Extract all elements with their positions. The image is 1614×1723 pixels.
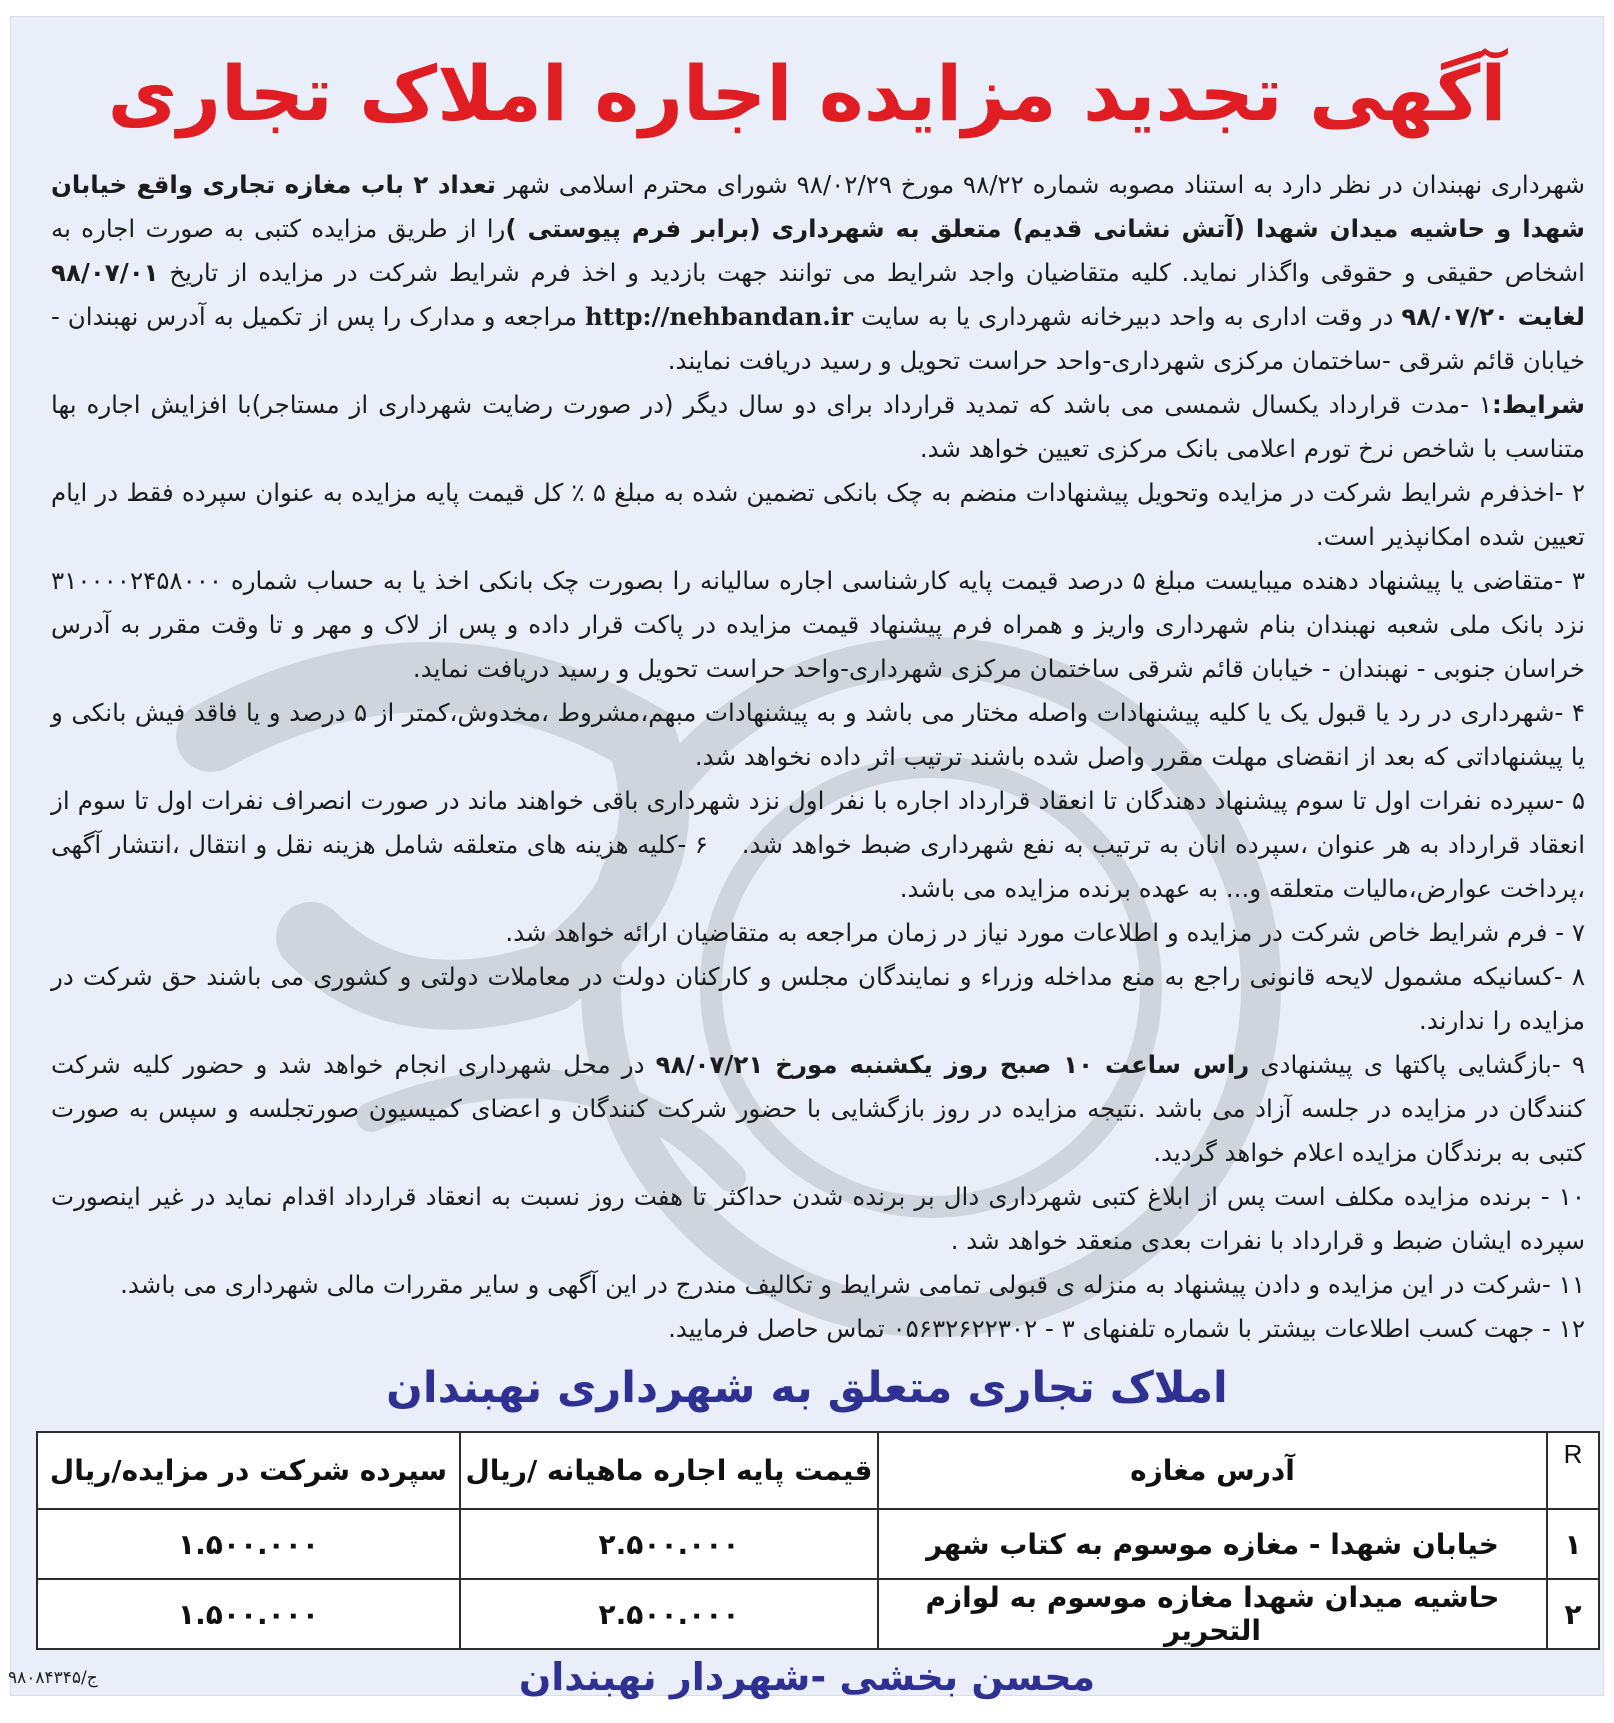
header-deposit: سپرده شرکت در مزایده/ریال	[37, 1432, 460, 1509]
condition-12: ۱۲ - جهت کسب اطلاعات بیشتر با شماره تلفنهای ۳ - ۰۵۶۳۲۶۲۲۳۰۲ تماس حاصل فرمایید.	[668, 1314, 1585, 1343]
header-base-price: قیمت پایه اجاره ماهیانه /ریال	[460, 1432, 878, 1509]
row-address: خیابان شهدا - مغازه موسوم به کتاب شهر	[878, 1509, 1547, 1579]
table-title: املاک تجاری متعلق به شهرداری نهبندان	[386, 1363, 1228, 1413]
table-header-row	[37, 1432, 1599, 1509]
properties-table	[36, 1431, 1600, 1650]
row-number: ۱	[1547, 1509, 1599, 1579]
condition-10: ۱۰ - برنده مزایده مکلف است پس از ابلاغ کتبی شهرداری دال بر برنده شدن حداکثر تا هفت روز نسبت به انعقاد قرارداد اقدام نماید در غیر اینصورت سپرده ایشان ضبط و قرارداد با نفرات بعدی منعقد خواهد شد .	[51, 1182, 1585, 1255]
header-r: R	[1547, 1432, 1599, 1509]
conditions-label: شرایط:	[1492, 390, 1585, 419]
ad-code: ج/۹۸۰۸۴۳۴۵	[8, 1668, 98, 1688]
signature: محسن بخشی -شهردار نهبندان	[518, 1655, 1096, 1699]
intro-paragraph: شهرداری نهبندان در نظر دارد به استناد مصوبه شماره ۹۸/۲۲ مورخ ۹۸/۰۲/۲۹ شورای محترم اسلامی شهر تعداد ۲ باب مغازه تجاری واقع خیابان شهدا و حاشیه میدان شهدا (آتش نشانی قدیم) متعلق به شهرداری (برابر فرم پیوستی )را از طریق مزایده کتبی به صورت اجاره به اشخاص حقیقی و حقوقی واگذار نماید. کلیه متقاضیان واجد شرایط می توانند جهت بازدید و اخذ فرم شرایط شرکت در مزایده از تاریخ ۹۸/۰۷/۰۱ لغایت ۹۸/۰۷/۲۰ در وقت اداری به واحد دبیرخانه شهرداری یا به سایت http://nehbandan.ir مراجعه و مدارک را پس از تکمیل به آدرس نهبندان - خیابان قائم شرقی -ساختمان مرکزی شهرداری-واحد حراست تحویل و رسید دریافت نمایند.	[51, 170, 1586, 375]
page-title: آگهی تجدید مزایده اجاره املاک تجاری	[107, 49, 1507, 138]
condition-3: ۳ -متقاضی یا پیشنهاد دهنده میبایست مبلغ ۵ درصد قیمت پایه کارشناسی اجاره سالیانه را بصورت چک بانکی اخذ یا به حساب شماره ۳۱۰۰۰۰۲۴۵۸۰۰۰ نزد بانک ملی شعبه نهبندان بنام شهرداری واریز و همراه فرم پیشنهاد قیمت مزایده در پاکت قرار داده و پس از لاک و مهر و تا وقت مقرر به آدرس خراسان جنوبی - نهبندان - خیابان قائم شرقی ساختمان مرکزی شهرداری-واحد حراست تحویل و رسید دریافت نماید.	[51, 566, 1585, 683]
condition-5-6: ۵ -سپرده نفرات اول تا سوم پیشنهاد دهندگان تا انعقاد قرارداد اجاره با نفر اول نزد شهرداری باقی خواهند ماند در صورت انصراف نفرات اول تا سوم از انعقاد قرارداد به هر عنوان ،سپرده انان به ترتیب به نفع شهرداری ضبط خواهد شد. ۶ -کلیه هزینه های متعلقه شامل هزینه نقل و انتقال ،انتشار آگهی ،پرداخت عوارض،مالیات متعلقه و... به عهده برنده مزایده می باشد.	[51, 786, 1585, 903]
advertisement-body	[51, 163, 1585, 1351]
row-base-price: ۲.۵۰۰.۰۰۰	[460, 1579, 878, 1649]
condition-4: ۴ -شهرداری در رد یا قبول یک یا کلیه پیشنهادات واصله مختار می باشد و به پیشنهادات مبهم،مشروط ،مخدوش،کمتر از ۵ درصد و یا فاقد فیش بانکی و یا پیشنهاداتی که بعد از انقضای مهلت مقرر واصل شده باشند ترتیب اثر داده نخواهد شد.	[51, 698, 1585, 771]
table-row	[37, 1509, 1599, 1579]
condition-11: ۱۱ -شرکت در این مزایده و دادن پیشنهاد به منزله ی قبولی تمامی شرایط و تکالیف مندرج در این آگهی و سایر مقررات مالی شهرداری می باشد.	[120, 1270, 1585, 1299]
row-deposit: ۱.۵۰۰.۰۰۰	[37, 1579, 460, 1649]
condition-7: ۷ - فرم شرایط خاص شرکت در مزایده و اطلاعات مورد نیاز در زمان مراجعه به متقاضیان ارائه خواهد شد.	[505, 918, 1585, 947]
advertisement-frame	[10, 16, 1604, 1699]
header-address: آدرس مغازه	[878, 1432, 1547, 1509]
row-address: حاشیه میدان شهدا مغازه موسوم به لوازم التحریر	[878, 1579, 1547, 1649]
site-link[interactable]: http://nehbandan.ir	[584, 302, 854, 331]
condition-9: ۹ -بازگشایی پاکتها ی پیشنهادی راس ساعت ۱۰ صبح روز یکشنبه مورخ ۹۸/۰۷/۲۱ در محل شهرداری انجام خواهد شد و حضور کلیه شرکت کنندگان در مزایده در جلسه آزاد می باشد .نتیجه مزایده در روز بازگشایی با حضور شرکت کنندگان و اعضای کمیسیون صورتجلسه و سپس به صورت کتبی به برندگان مزایده اعلام خواهد گردید.	[51, 1050, 1585, 1167]
condition-8: ۸ -کسانیکه مشمول لایحه قانونی راجع به منع مداخله وزراء و نمایندگان مجلس و کارکنان دولت در معاملات دولتی و کشوری می باشند حق شرکت در مزایده را ندارند.	[51, 962, 1585, 1035]
row-number: ۲	[1547, 1579, 1599, 1649]
condition-2: ۲ -اخذفرم شرایط شرکت در مزایده وتحویل پیشنهادات منضم به چک بانکی تضمین شده به مبلغ ۵ ٪ کل قیمت پایه مزایده به عنوان سپرده فقط در ایام تعیین شده امکانپذیر است.	[51, 478, 1585, 551]
row-base-price: ۲.۵۰۰.۰۰۰	[460, 1509, 878, 1579]
table-row	[37, 1579, 1599, 1649]
row-deposit: ۱.۵۰۰.۰۰۰	[37, 1509, 460, 1579]
condition-1: شرایط:۱ -مدت قرارداد یکسال شمسی می باشد که تمدید قرارداد برای دو سال دیگر (در صورت رضایت شهرداری از مستاجر)با افزایش اجاره بها متناسب با شاخص نرخ تورم اعلامی بانک مرکزی تعیین خواهد شد.	[51, 390, 1585, 463]
